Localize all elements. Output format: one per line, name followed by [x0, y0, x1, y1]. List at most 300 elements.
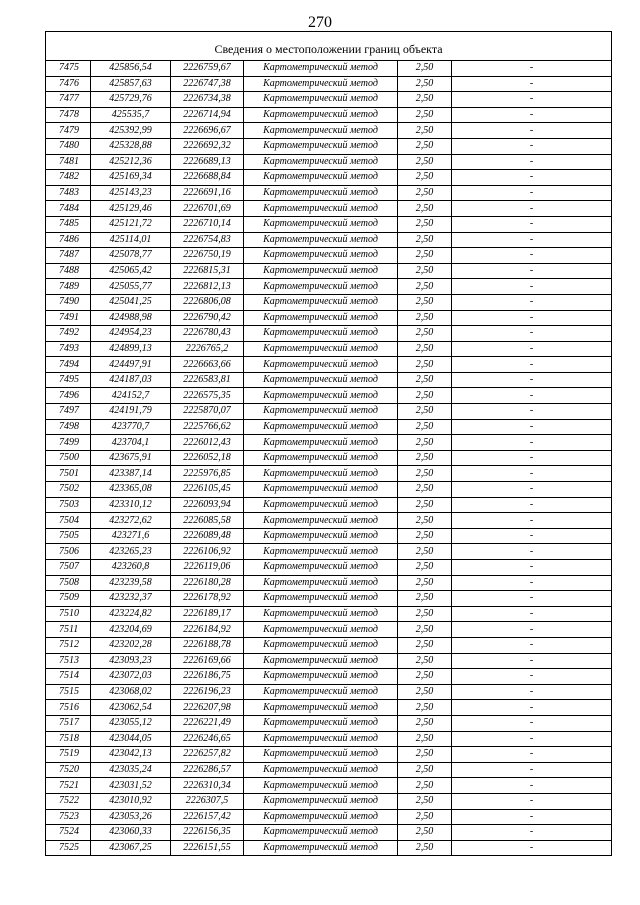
- accuracy-cell: 2,50: [398, 450, 452, 466]
- point-number-cell: 7507: [46, 560, 91, 576]
- point-number-cell: 7515: [46, 684, 91, 700]
- x-coordinate-cell: 424191,79: [91, 404, 171, 420]
- x-coordinate-cell: 425143,23: [91, 185, 171, 201]
- x-coordinate-cell: 423202,28: [91, 637, 171, 653]
- description-cell: -: [452, 216, 612, 232]
- description-cell: -: [452, 793, 612, 809]
- point-number-cell: 7520: [46, 762, 91, 778]
- point-number-cell: 7478: [46, 107, 91, 123]
- accuracy-cell: 2,50: [398, 840, 452, 856]
- y-coordinate-cell: 2226759,67: [171, 61, 244, 77]
- x-coordinate-cell: 425729,76: [91, 92, 171, 108]
- description-cell: -: [452, 279, 612, 295]
- y-coordinate-cell: 2226663,66: [171, 357, 244, 373]
- y-coordinate-cell: 2226689,13: [171, 154, 244, 170]
- accuracy-cell: 2,50: [398, 731, 452, 747]
- accuracy-cell: 2,50: [398, 715, 452, 731]
- point-number-cell: 7482: [46, 170, 91, 186]
- method-cell: Картометрический метод: [244, 528, 398, 544]
- y-coordinate-cell: 2226180,28: [171, 575, 244, 591]
- table-row: [46, 170, 612, 186]
- point-number-cell: 7477: [46, 92, 91, 108]
- table-row: [46, 154, 612, 170]
- x-coordinate-cell: 423044,05: [91, 731, 171, 747]
- accuracy-cell: 2,50: [398, 747, 452, 763]
- table-row: [46, 294, 612, 310]
- description-cell: -: [452, 61, 612, 77]
- accuracy-cell: 2,50: [398, 825, 452, 841]
- table-row: [46, 138, 612, 154]
- accuracy-cell: 2,50: [398, 388, 452, 404]
- description-cell: -: [452, 622, 612, 638]
- y-coordinate-cell: 2226714,94: [171, 107, 244, 123]
- y-coordinate-cell: 2226119,06: [171, 560, 244, 576]
- accuracy-cell: 2,50: [398, 341, 452, 357]
- description-cell: -: [452, 450, 612, 466]
- description-cell: -: [452, 248, 612, 264]
- description-cell: -: [452, 700, 612, 716]
- description-cell: -: [452, 606, 612, 622]
- y-coordinate-cell: 2226710,14: [171, 216, 244, 232]
- point-number-cell: 7525: [46, 840, 91, 856]
- description-cell: -: [452, 528, 612, 544]
- accuracy-cell: 2,50: [398, 248, 452, 264]
- table-row: [46, 216, 612, 232]
- point-number-cell: 7522: [46, 793, 91, 809]
- method-cell: Картометрический метод: [244, 279, 398, 295]
- point-number-cell: 7481: [46, 154, 91, 170]
- description-cell: -: [452, 653, 612, 669]
- method-cell: Картометрический метод: [244, 715, 398, 731]
- y-coordinate-cell: 2226052,18: [171, 450, 244, 466]
- x-coordinate-cell: 424152,7: [91, 388, 171, 404]
- accuracy-cell: 2,50: [398, 684, 452, 700]
- method-cell: Картометрический метод: [244, 419, 398, 435]
- accuracy-cell: 2,50: [398, 216, 452, 232]
- x-coordinate-cell: 425129,46: [91, 201, 171, 217]
- point-number-cell: 7483: [46, 185, 91, 201]
- method-cell: Картометрический метод: [244, 185, 398, 201]
- point-number-cell: 7476: [46, 76, 91, 92]
- method-cell: Картометрический метод: [244, 138, 398, 154]
- description-cell: -: [452, 669, 612, 685]
- table-row: [46, 435, 612, 451]
- method-cell: Картометрический метод: [244, 544, 398, 560]
- method-cell: Картометрический метод: [244, 201, 398, 217]
- method-cell: Картометрический метод: [244, 404, 398, 420]
- point-number-cell: 7479: [46, 123, 91, 139]
- description-cell: -: [452, 731, 612, 747]
- point-number-cell: 7517: [46, 715, 91, 731]
- accuracy-cell: 2,50: [398, 513, 452, 529]
- table-row: [46, 357, 612, 373]
- accuracy-cell: 2,50: [398, 606, 452, 622]
- point-number-cell: 7512: [46, 637, 91, 653]
- table-row: [46, 793, 612, 809]
- method-cell: Картометрический метод: [244, 248, 398, 264]
- description-cell: -: [452, 747, 612, 763]
- point-number-cell: 7487: [46, 248, 91, 264]
- accuracy-cell: 2,50: [398, 263, 452, 279]
- accuracy-cell: 2,50: [398, 435, 452, 451]
- y-coordinate-cell: 2226106,92: [171, 544, 244, 560]
- description-cell: -: [452, 185, 612, 201]
- accuracy-cell: 2,50: [398, 419, 452, 435]
- y-coordinate-cell: 2226750,19: [171, 248, 244, 264]
- table-row: [46, 513, 612, 529]
- y-coordinate-cell: 2226207,98: [171, 700, 244, 716]
- y-coordinate-cell: 2226747,38: [171, 76, 244, 92]
- description-cell: -: [452, 544, 612, 560]
- x-coordinate-cell: 423265,23: [91, 544, 171, 560]
- description-cell: -: [452, 232, 612, 248]
- description-cell: -: [452, 76, 612, 92]
- x-coordinate-cell: 425041,25: [91, 294, 171, 310]
- table-row: [46, 653, 612, 669]
- x-coordinate-cell: 423060,33: [91, 825, 171, 841]
- description-cell: -: [452, 123, 612, 139]
- description-cell: -: [452, 263, 612, 279]
- table-row: [46, 606, 612, 622]
- y-coordinate-cell: 2226790,42: [171, 310, 244, 326]
- y-coordinate-cell: 2226780,43: [171, 326, 244, 342]
- description-cell: -: [452, 684, 612, 700]
- x-coordinate-cell: 423365,08: [91, 482, 171, 498]
- point-number-cell: 7480: [46, 138, 91, 154]
- description-cell: -: [452, 715, 612, 731]
- method-cell: Картометрический метод: [244, 653, 398, 669]
- accuracy-cell: 2,50: [398, 700, 452, 716]
- description-cell: -: [452, 357, 612, 373]
- x-coordinate-cell: 425857,63: [91, 76, 171, 92]
- method-cell: Картометрический метод: [244, 76, 398, 92]
- page-number: 270: [308, 14, 332, 31]
- point-number-cell: 7486: [46, 232, 91, 248]
- accuracy-cell: 2,50: [398, 76, 452, 92]
- table-row: [46, 310, 612, 326]
- table-row: [46, 747, 612, 763]
- description-cell: -: [452, 138, 612, 154]
- accuracy-cell: 2,50: [398, 372, 452, 388]
- method-cell: Картометрический метод: [244, 762, 398, 778]
- y-coordinate-cell: 2226734,38: [171, 92, 244, 108]
- table-row: [46, 591, 612, 607]
- description-cell: -: [452, 201, 612, 217]
- table-row: [46, 575, 612, 591]
- description-cell: -: [452, 92, 612, 108]
- description-cell: -: [452, 435, 612, 451]
- x-coordinate-cell: 425535,7: [91, 107, 171, 123]
- method-cell: Картометрический метод: [244, 466, 398, 482]
- method-cell: Картометрический метод: [244, 232, 398, 248]
- accuracy-cell: 2,50: [398, 201, 452, 217]
- table-row: [46, 123, 612, 139]
- point-number-cell: 7488: [46, 263, 91, 279]
- boundary-table: [45, 31, 612, 856]
- accuracy-cell: 2,50: [398, 622, 452, 638]
- x-coordinate-cell: 423072,03: [91, 669, 171, 685]
- method-cell: Картометрический метод: [244, 575, 398, 591]
- y-coordinate-cell: 2226701,69: [171, 201, 244, 217]
- table-row: [46, 482, 612, 498]
- method-cell: Картометрический метод: [244, 263, 398, 279]
- method-cell: Картометрический метод: [244, 357, 398, 373]
- table-row: [46, 248, 612, 264]
- point-number-cell: 7508: [46, 575, 91, 591]
- table-row: [46, 404, 612, 420]
- x-coordinate-cell: 423062,54: [91, 700, 171, 716]
- method-cell: Картометрический метод: [244, 793, 398, 809]
- table-row: [46, 778, 612, 794]
- accuracy-cell: 2,50: [398, 778, 452, 794]
- method-cell: Картометрический метод: [244, 606, 398, 622]
- table-row: [46, 61, 612, 77]
- point-number-cell: 7516: [46, 700, 91, 716]
- point-number-cell: 7500: [46, 450, 91, 466]
- x-coordinate-cell: 424954,23: [91, 326, 171, 342]
- point-number-cell: 7509: [46, 591, 91, 607]
- description-cell: -: [452, 560, 612, 576]
- point-number-cell: 7506: [46, 544, 91, 560]
- accuracy-cell: 2,50: [398, 92, 452, 108]
- y-coordinate-cell: 2226012,43: [171, 435, 244, 451]
- table-row: [46, 715, 612, 731]
- table-row: [46, 201, 612, 217]
- table-row: [46, 669, 612, 685]
- y-coordinate-cell: 2226812,13: [171, 279, 244, 295]
- y-coordinate-cell: 2225766,62: [171, 419, 244, 435]
- x-coordinate-cell: 423260,8: [91, 560, 171, 576]
- description-cell: -: [452, 419, 612, 435]
- x-coordinate-cell: 423067,25: [91, 840, 171, 856]
- table-row: [46, 840, 612, 856]
- description-cell: -: [452, 840, 612, 856]
- table-row: [46, 232, 612, 248]
- description-cell: -: [452, 497, 612, 513]
- point-number-cell: 7484: [46, 201, 91, 217]
- description-cell: -: [452, 575, 612, 591]
- point-number-cell: 7501: [46, 466, 91, 482]
- x-coordinate-cell: 423031,52: [91, 778, 171, 794]
- accuracy-cell: 2,50: [398, 466, 452, 482]
- table-row: [46, 279, 612, 295]
- x-coordinate-cell: 425114,01: [91, 232, 171, 248]
- table-row: [46, 92, 612, 108]
- y-coordinate-cell: 2226221,49: [171, 715, 244, 731]
- method-cell: Картометрический метод: [244, 154, 398, 170]
- point-number-cell: 7490: [46, 294, 91, 310]
- table-body: [46, 32, 612, 856]
- x-coordinate-cell: 425078,77: [91, 248, 171, 264]
- y-coordinate-cell: 2226754,83: [171, 232, 244, 248]
- point-number-cell: 7502: [46, 482, 91, 498]
- accuracy-cell: 2,50: [398, 123, 452, 139]
- y-coordinate-cell: 2226310,34: [171, 778, 244, 794]
- y-coordinate-cell: 2226765,2: [171, 341, 244, 357]
- method-cell: Картометрический метод: [244, 61, 398, 77]
- accuracy-cell: 2,50: [398, 138, 452, 154]
- point-number-cell: 7475: [46, 61, 91, 77]
- method-cell: Картометрический метод: [244, 591, 398, 607]
- method-cell: Картометрический метод: [244, 684, 398, 700]
- y-coordinate-cell: 2226105,45: [171, 482, 244, 498]
- x-coordinate-cell: 425328,88: [91, 138, 171, 154]
- x-coordinate-cell: 425055,77: [91, 279, 171, 295]
- x-coordinate-cell: 423042,13: [91, 747, 171, 763]
- accuracy-cell: 2,50: [398, 310, 452, 326]
- accuracy-cell: 2,50: [398, 497, 452, 513]
- description-cell: -: [452, 466, 612, 482]
- description-cell: -: [452, 341, 612, 357]
- point-number-cell: 7499: [46, 435, 91, 451]
- x-coordinate-cell: 425392,99: [91, 123, 171, 139]
- accuracy-cell: 2,50: [398, 653, 452, 669]
- description-cell: -: [452, 326, 612, 342]
- method-cell: Картометрический метод: [244, 700, 398, 716]
- x-coordinate-cell: 424988,98: [91, 310, 171, 326]
- y-coordinate-cell: 2226688,84: [171, 170, 244, 186]
- table-row: [46, 372, 612, 388]
- description-cell: -: [452, 513, 612, 529]
- table-row: [46, 825, 612, 841]
- y-coordinate-cell: 2226692,32: [171, 138, 244, 154]
- accuracy-cell: 2,50: [398, 591, 452, 607]
- method-cell: Картометрический метод: [244, 513, 398, 529]
- table-row: [46, 731, 612, 747]
- x-coordinate-cell: 423704,1: [91, 435, 171, 451]
- description-cell: -: [452, 170, 612, 186]
- point-number-cell: 7521: [46, 778, 91, 794]
- x-coordinate-cell: 423204,69: [91, 622, 171, 638]
- accuracy-cell: 2,50: [398, 762, 452, 778]
- x-coordinate-cell: 424187,03: [91, 372, 171, 388]
- method-cell: Картометрический метод: [244, 170, 398, 186]
- description-cell: -: [452, 404, 612, 420]
- point-number-cell: 7524: [46, 825, 91, 841]
- x-coordinate-cell: 423068,02: [91, 684, 171, 700]
- point-number-cell: 7495: [46, 372, 91, 388]
- table-row: [46, 700, 612, 716]
- table-row: [46, 107, 612, 123]
- table-row: [46, 762, 612, 778]
- y-coordinate-cell: 2226184,92: [171, 622, 244, 638]
- accuracy-cell: 2,50: [398, 279, 452, 295]
- table-row: [46, 466, 612, 482]
- x-coordinate-cell: 423310,12: [91, 497, 171, 513]
- accuracy-cell: 2,50: [398, 357, 452, 373]
- accuracy-cell: 2,50: [398, 232, 452, 248]
- x-coordinate-cell: 425212,36: [91, 154, 171, 170]
- description-cell: -: [452, 809, 612, 825]
- x-coordinate-cell: 423675,91: [91, 450, 171, 466]
- y-coordinate-cell: 2226257,82: [171, 747, 244, 763]
- x-coordinate-cell: 423093,23: [91, 653, 171, 669]
- accuracy-cell: 2,50: [398, 528, 452, 544]
- table-row: [46, 263, 612, 279]
- point-number-cell: 7494: [46, 357, 91, 373]
- description-cell: -: [452, 762, 612, 778]
- table-row: [46, 528, 612, 544]
- y-coordinate-cell: 2226691,16: [171, 185, 244, 201]
- method-cell: Картометрический метод: [244, 107, 398, 123]
- point-number-cell: 7503: [46, 497, 91, 513]
- point-number-cell: 7489: [46, 279, 91, 295]
- accuracy-cell: 2,50: [398, 404, 452, 420]
- y-coordinate-cell: 2225870,07: [171, 404, 244, 420]
- x-coordinate-cell: 425065,42: [91, 263, 171, 279]
- point-number-cell: 7497: [46, 404, 91, 420]
- method-cell: Картометрический метод: [244, 123, 398, 139]
- description-cell: -: [452, 310, 612, 326]
- method-cell: Картометрический метод: [244, 840, 398, 856]
- accuracy-cell: 2,50: [398, 107, 452, 123]
- method-cell: Картометрический метод: [244, 372, 398, 388]
- y-coordinate-cell: 2226815,31: [171, 263, 244, 279]
- accuracy-cell: 2,50: [398, 793, 452, 809]
- description-cell: -: [452, 372, 612, 388]
- table-row: [46, 637, 612, 653]
- x-coordinate-cell: 423035,24: [91, 762, 171, 778]
- point-number-cell: 7491: [46, 310, 91, 326]
- description-cell: -: [452, 107, 612, 123]
- table-row: [46, 388, 612, 404]
- x-coordinate-cell: 423387,14: [91, 466, 171, 482]
- table-row: [46, 809, 612, 825]
- point-number-cell: 7485: [46, 216, 91, 232]
- point-number-cell: 7504: [46, 513, 91, 529]
- y-coordinate-cell: 2226186,75: [171, 669, 244, 685]
- method-cell: Картометрический метод: [244, 216, 398, 232]
- description-cell: -: [452, 154, 612, 170]
- table-row: [46, 326, 612, 342]
- point-number-cell: 7498: [46, 419, 91, 435]
- point-number-cell: 7523: [46, 809, 91, 825]
- method-cell: Картометрический метод: [244, 731, 398, 747]
- table-row: [46, 450, 612, 466]
- method-cell: Картометрический метод: [244, 637, 398, 653]
- method-cell: Картометрический метод: [244, 294, 398, 310]
- description-cell: -: [452, 591, 612, 607]
- accuracy-cell: 2,50: [398, 326, 452, 342]
- point-number-cell: 7492: [46, 326, 91, 342]
- point-number-cell: 7511: [46, 622, 91, 638]
- accuracy-cell: 2,50: [398, 170, 452, 186]
- x-coordinate-cell: 423010,92: [91, 793, 171, 809]
- y-coordinate-cell: 2226089,48: [171, 528, 244, 544]
- description-cell: -: [452, 388, 612, 404]
- point-number-cell: 7518: [46, 731, 91, 747]
- accuracy-cell: 2,50: [398, 809, 452, 825]
- x-coordinate-cell: 423770,7: [91, 419, 171, 435]
- table-row: [46, 185, 612, 201]
- x-coordinate-cell: 423272,62: [91, 513, 171, 529]
- y-coordinate-cell: 2225976,85: [171, 466, 244, 482]
- x-coordinate-cell: 423055,12: [91, 715, 171, 731]
- method-cell: Картометрический метод: [244, 326, 398, 342]
- description-cell: -: [452, 637, 612, 653]
- table-row: [46, 684, 612, 700]
- accuracy-cell: 2,50: [398, 61, 452, 77]
- point-number-cell: 7496: [46, 388, 91, 404]
- x-coordinate-cell: 425856,54: [91, 61, 171, 77]
- description-cell: -: [452, 825, 612, 841]
- y-coordinate-cell: 2226093,94: [171, 497, 244, 513]
- y-coordinate-cell: 2226806,08: [171, 294, 244, 310]
- method-cell: Картометрический метод: [244, 669, 398, 685]
- table-row: [46, 76, 612, 92]
- table-title: Сведения о местоположении границ объекта: [214, 42, 443, 56]
- x-coordinate-cell: 423053,26: [91, 809, 171, 825]
